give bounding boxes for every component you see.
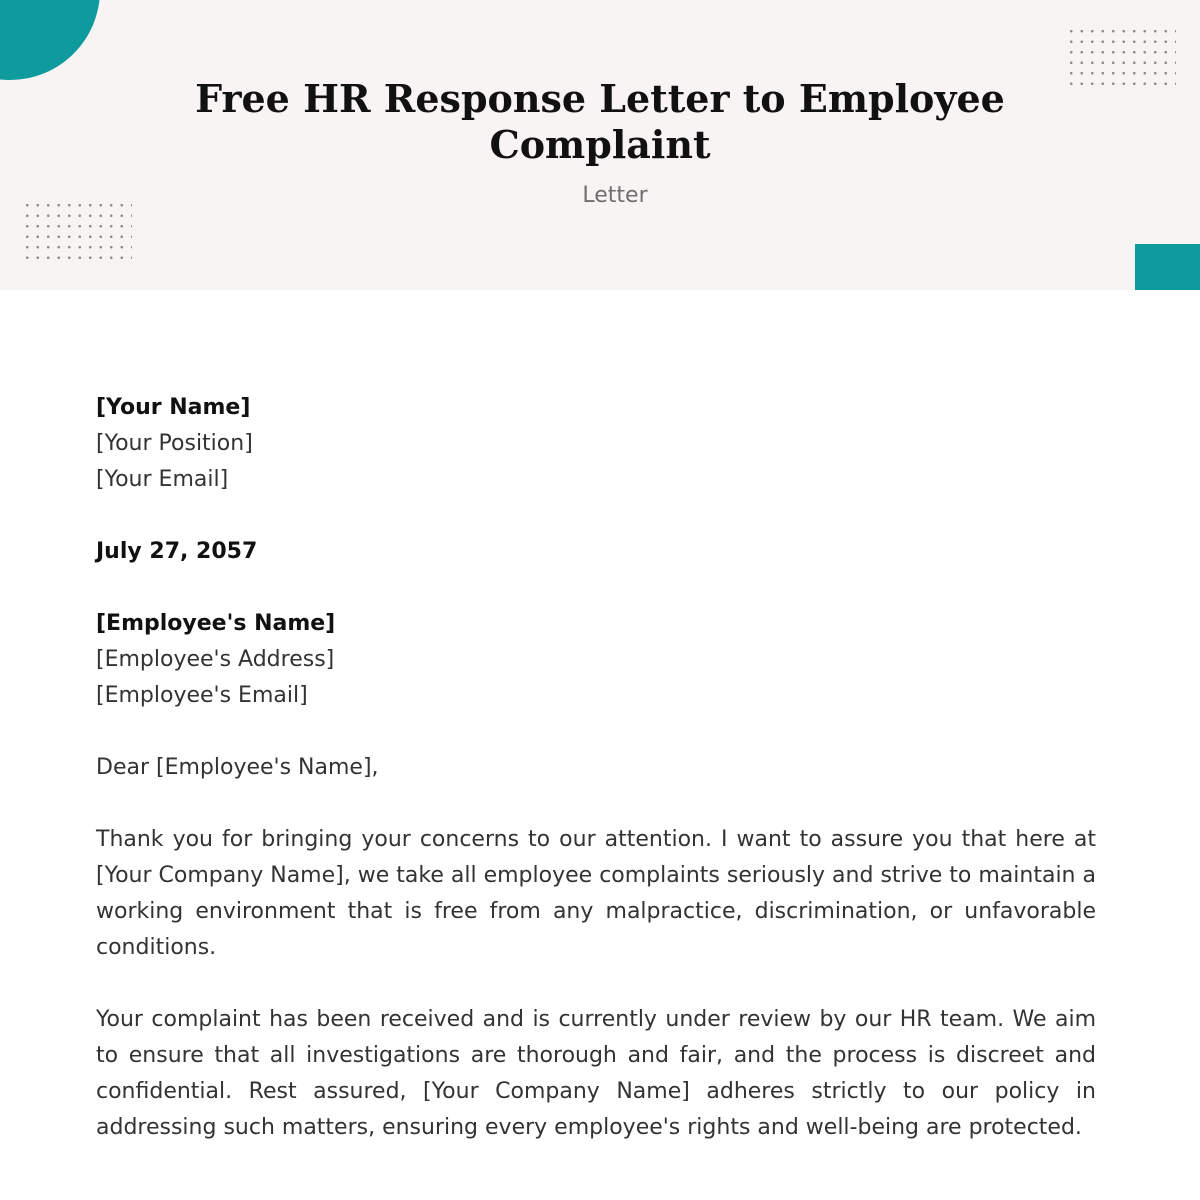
body-paragraph: Thank you for bringing your concerns to our attention. I want to assure you that here at [Your Company Name], we take all employee complaints seriously and strive to maintain a working environment that is free from any malpractice, discrimination, or unfavorable conditions. — [96, 827, 1096, 960]
recipient-address: [Employee's Address] — [96, 647, 335, 672]
recipient-name: [Employee's Name] — [96, 611, 336, 636]
header-banner — [0, 0, 1200, 290]
letter-body — [96, 390, 1096, 1182]
body-paragraph: Your complaint has been received and is currently under review by our HR team. We aim to ensure that all investigations are thorough and fair, and the process is discreet and confidential. Rest assured, [Your Company Name] adheres strictly to our policy in addressing such matters, ensuring every employee's rights and well-being are protected. — [96, 1007, 1096, 1140]
decorative-circle — [0, 0, 100, 80]
page-title: Free HR Response Letter to Employee Complaint — [195, 76, 1005, 167]
salutation: Dear [Employee's Name], — [96, 755, 379, 780]
decorative-dot-grid-top-right — [1066, 26, 1176, 86]
recipient-block — [96, 606, 1096, 714]
sender-position: [Your Position] — [96, 431, 253, 456]
recipient-email: [Employee's Email] — [96, 683, 308, 708]
sender-block — [96, 390, 1096, 498]
sender-name: [Your Name] — [96, 395, 251, 420]
date-block — [96, 534, 1096, 570]
decorative-dot-grid-bottom-left — [22, 200, 132, 264]
letter-date: July 27, 2057 — [96, 539, 258, 564]
salutation-block — [96, 750, 1096, 786]
decorative-rectangle — [1135, 244, 1200, 290]
page-subtitle: Letter — [582, 183, 648, 208]
sender-email: [Your Email] — [96, 467, 229, 492]
body-paragraph-2-block — [96, 1002, 1096, 1146]
body-paragraph-1-block — [96, 822, 1096, 966]
